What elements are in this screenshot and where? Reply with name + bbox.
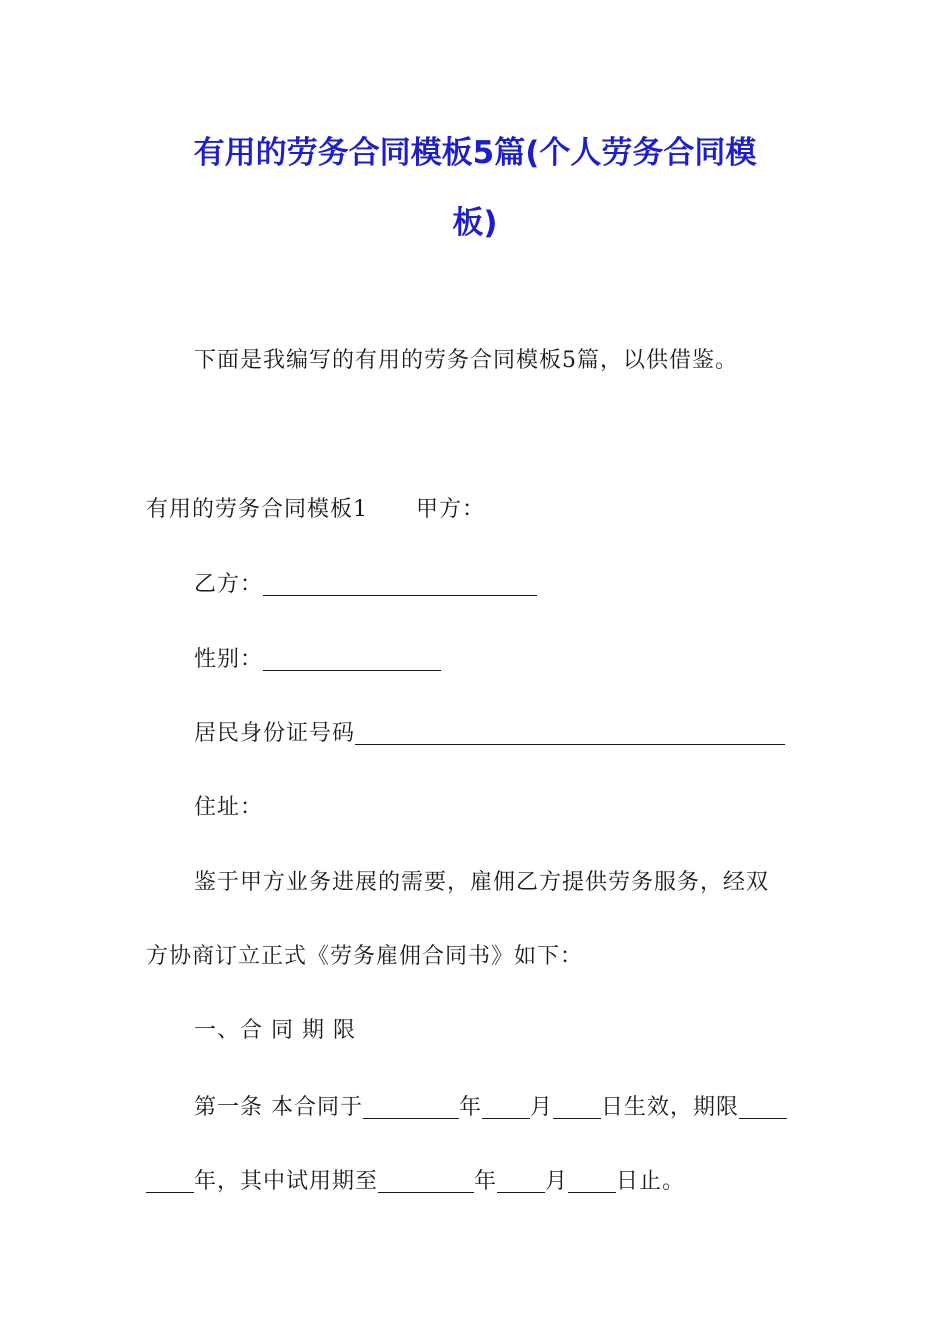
paragraph1-line1: 鉴于甲方业务进展的需要，雇佣乙方提供劳务服务，经双 bbox=[194, 870, 770, 895]
effective-label: 日生效，期限 bbox=[601, 1095, 740, 1120]
paragraph1-line2: 方协商订立正式《劳务雇佣合同书》如下： bbox=[146, 944, 584, 969]
article1-line2 bbox=[146, 1171, 685, 1193]
year-label: 年 bbox=[459, 1095, 483, 1120]
probation-month-blank bbox=[497, 1172, 545, 1193]
document-title-line1: 有用的劳务合同模板5篇(个人劳务合同模 bbox=[193, 135, 757, 171]
start-day-blank bbox=[553, 1098, 601, 1119]
section-heading: 有用的劳务合同模板1 bbox=[146, 497, 368, 522]
month-label: 月 bbox=[530, 1095, 554, 1120]
probation-day-blank bbox=[568, 1172, 616, 1193]
party-b-row bbox=[194, 574, 537, 596]
party-a-label: 甲方： bbox=[416, 497, 486, 522]
chapter-heading: 一、合 同 期 限 bbox=[194, 1018, 356, 1043]
term-blank-a bbox=[739, 1098, 787, 1119]
gender-row bbox=[194, 649, 441, 671]
id-number-blank bbox=[355, 724, 785, 745]
gender-label: 性别： bbox=[194, 647, 264, 672]
probation-label: 年，其中试用期至 bbox=[194, 1169, 379, 1194]
intro-paragraph: 下面是我编写的有用的劳务合同模板5篇，以供借鉴。 bbox=[194, 348, 738, 373]
id-number-row bbox=[194, 723, 785, 745]
gender-blank bbox=[263, 650, 441, 671]
start-year-blank bbox=[363, 1098, 459, 1119]
month-label-2: 月 bbox=[545, 1169, 569, 1194]
article1-line1 bbox=[194, 1097, 787, 1119]
party-b-blank bbox=[263, 575, 537, 596]
probation-year-blank bbox=[378, 1172, 474, 1193]
end-label: 日止。 bbox=[616, 1169, 686, 1194]
party-b-label: 乙方： bbox=[194, 572, 264, 597]
section-heading-row bbox=[146, 499, 485, 521]
id-number-label: 居民身份证号码 bbox=[194, 721, 356, 746]
document-title-line2: 板) bbox=[452, 205, 498, 241]
start-month-blank bbox=[482, 1098, 530, 1119]
term-blank-b bbox=[146, 1172, 194, 1193]
article1-prefix: 第一条 本合同于 bbox=[194, 1095, 363, 1120]
year-label-2: 年 bbox=[474, 1169, 498, 1194]
address-label: 住址： bbox=[194, 795, 264, 820]
